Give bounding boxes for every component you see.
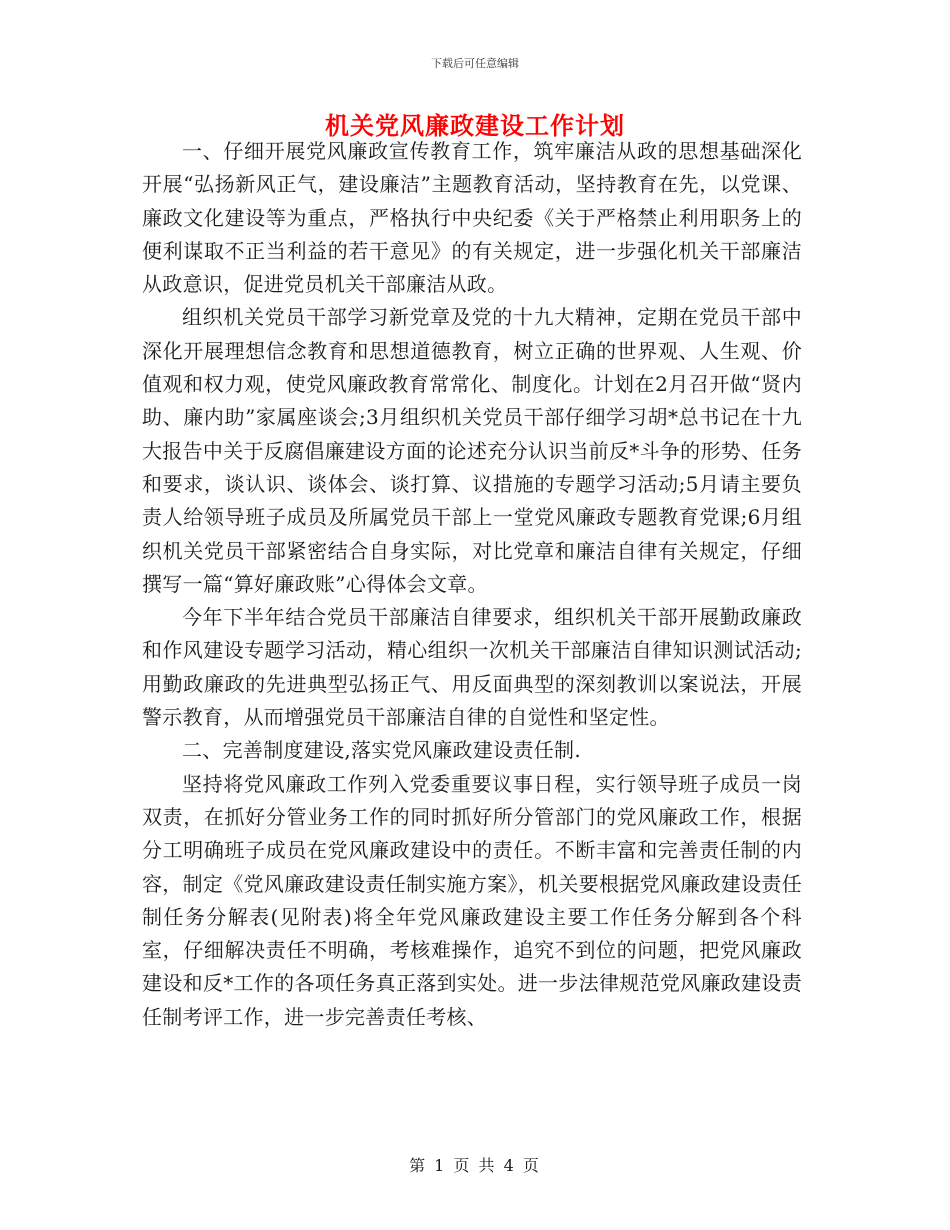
- paragraph-1: 一、仔细开展党风廉政宣传教育工作，筑牢廉洁从政的思想基础深化开展“弘扬新风正气，建设廉洁”主题教育活动，坚持教育在先，以党课、廉政文化建设等为重点，严格执行中央纪委《关于严格禁止利用职务上的便利谋取不正当利益的若干意见》的有关规定，进一步强化机关干部廉洁从政意识，促进党员机关干部廉洁从政。: [142, 139, 802, 297]
- page-header-note: 下载后可任意编辑: [431, 57, 519, 70]
- page-number-footer: 第 1 页 共 4 页: [409, 1156, 541, 1175]
- paragraph-2: 组织机关党员干部学习新党章及党的十九大精神，定期在党员干部中深化开展理想信念教育和思想道德教育，树立正确的世界观、人生观、价值观和权力观，使党风廉政教育常常化、制度化。计划在2月召开做“贤内助、廉内助”家属座谈会;3月组织机关党员干部仔细学习胡*总书记在十九大报告中关于反腐倡廉建设方面的论述充分认识当前反*斗争的形势、任务和要求，谈认识、谈体会、谈打算、议措施的专题学习活动;5月请主要负责人给领导班子成员及所属党员干部上一堂党风廉政专题教育党课;6月组织机关党员干部紧密结合自身实际，对比党章和廉洁自律有关规定，仔细撰写一篇“算好廉政账”心得体会文章。: [142, 305, 802, 596]
- paragraph-3: 今年下半年结合党员干部廉洁自律要求，组织机关干部开展勤政廉政和作风建设专题学习活动，精心组织一次机关干部廉洁自律知识测试活动;用勤政廉政的先进典型弘扬正气、用反面典型的深刻教训以案说法，开展警示教育，从而增强党员干部廉洁自律的自觉性和坚定性。: [142, 605, 802, 730]
- document-body: [142, 135, 802, 1034]
- section-heading-2: 二、完善制度建设,落实党风廉政建设责任制.: [182, 738, 582, 763]
- paragraph-4: 坚持将党风廉政工作列入党委重要议事日程，实行领导班子成员一岗双责，在抓好分管业务工作的同时抓好所分管部门的党风廉政工作，根据分工明确班子成员在党风廉政建设中的责任。不断丰富和完善责任制的内容，制定《党风廉政建设责任制实施方案》，机关要根据党风廉政建设责任制任务分解表(见附表)将全年党风廉政建设主要工作任务分解到各个科室，仔细解决责任不明确，考核难操作，追究不到位的问题，把党风廉政建设和反*工作的各项任务真正落到实处。进一步法律规范党风廉政建设责任制考评工作，进一步完善责任考核、: [142, 771, 802, 1029]
- document-title: 机关党风廉政建设工作计划: [325, 112, 625, 140]
